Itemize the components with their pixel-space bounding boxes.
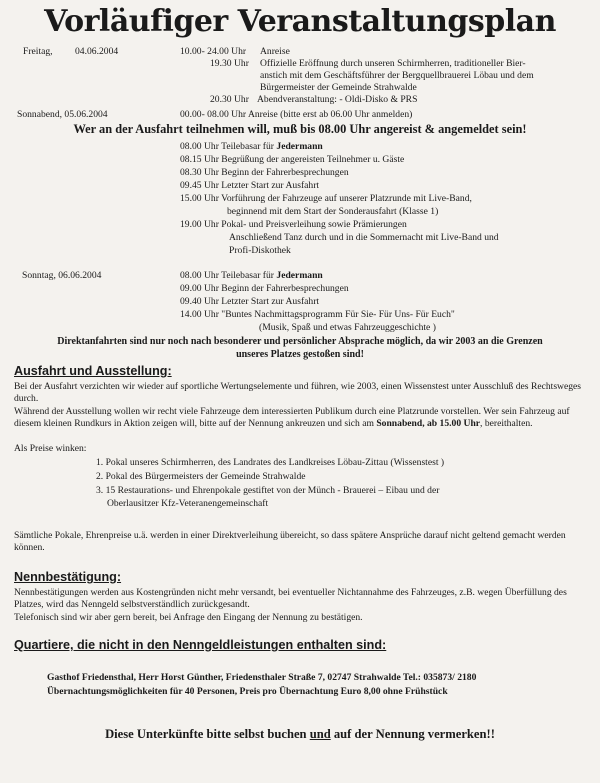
saturday-item-cont: Anschließend Tanz durch und in die Sommernacht mit Live-Band und	[229, 232, 499, 243]
notice-line-1: Direktanfahrten sind nur noch nach besonderer und persönlicher Absprache möglich, da wir 2003 an die Grenzen	[57, 336, 543, 347]
page-title: Vorläufiger Veranstaltungsplan	[44, 4, 556, 39]
footer-note: Diese Unterkünfte bitte selbst buchen und auf der Nennung vermerken!!	[105, 727, 495, 741]
saturday-item-cont: beginnend mit dem Start der Sonderausfahrt (Klasse 1)	[227, 206, 439, 217]
sunday-item-cont: (Musik, Spaß und etwas Fahrzeuggeschichte )	[259, 322, 436, 333]
saturday-item-cont: Profi-Diskothek	[229, 245, 291, 256]
friday-date: 04.06.2004	[75, 46, 119, 57]
saturday-item: 19.00 Uhr Pokal- und Preisverleihung sowie Prämierungen	[180, 219, 407, 230]
section-heading-ausfahrt: Ausfahrt und Ausstellung:	[14, 364, 172, 378]
notice-line-2: unseres Platzes gestoßen sind!	[236, 349, 364, 360]
sunday-item: 09.00 Uhr Beginn der Fahrerbesprechungen	[180, 283, 349, 294]
friday-day: Freitag,	[23, 46, 53, 57]
prize-item: 2. Pokal des Bürgermeisters der Gemeinde Strahwalde	[96, 471, 306, 482]
quartier-line-2: Übernachtungsmöglichkeiten für 40 Personen, Preis pro Übernachtung Euro 8,00 ohne Frühstück	[47, 686, 448, 697]
friday-text-3: Abendveranstaltung: - Oldi-Disko & PRS	[257, 94, 418, 105]
sunday-item: 09.40 Uhr Letzter Start zur Ausfahrt	[180, 296, 320, 307]
prize-item-cont: Oberlausitzer Kfz-Veteranengemeinschaft	[107, 498, 269, 509]
saturday-item: 08.00 Uhr Teilebasar für Jedermann	[180, 141, 323, 152]
ausfahrt-paragraph-2: Während der Ausstellung wollen wir recht viele Fahrzeuge dem interessierten Publikum durch eine Platzrunde vorstellen. Wer sein Fahrzeug auf diesem kleinen Rundkurs in Aktion zeigen will, bitte auf der Nennung ankreuzen und sich am Sonnabend, ab 15.00 Uhr, bereithalten.	[14, 406, 570, 429]
friday-time-2: 19.30 Uhr	[210, 58, 249, 69]
saturday-banner: Wer an der Ausfahrt teilnehmen will, muß bis 08.00 Uhr angereist & angemeldet sein!	[73, 122, 527, 136]
sunday-daydate: Sonntag, 06.06.2004	[22, 270, 102, 281]
quartier-line-1: Gasthof Friedensthal, Herr Horst Günther, Friedensthaler Straße 7, 02747 Strahwalde Tel.: 035873/ 2180	[47, 672, 477, 683]
sunday-item: 08.00 Uhr Teilebasar für Jedermann	[180, 270, 323, 281]
friday-text-2b: anstich mit dem Geschäftsführer der Bergquellbrauerei Löbau und dem	[260, 70, 534, 81]
saturday-daydate: Sonnabend, 05.06.2004	[17, 109, 108, 120]
prize-item: 3. 15 Restaurations- und Ehrenpokale gestiftet von der Münch - Brauerei – Eibau und der	[96, 485, 440, 496]
saturday-arrival: 00.00- 08.00 Uhr Anreise (bitte erst ab 06.00 Uhr anmelden)	[180, 109, 413, 120]
sunday-item: 14.00 Uhr "Buntes Nachmittagsprogramm Für Sie- Für Uns- Für Euch"	[180, 309, 455, 320]
prize-item: 1. Pokal unseres Schirmherren, des Landrates des Landkreises Löbau-Zittau (Wissenstest )	[96, 457, 445, 468]
friday-time-3: 20.30 Uhr	[210, 94, 249, 105]
friday-text-2: Offizielle Eröffnung durch unseren Schirmherren, traditioneller Bier-	[260, 58, 526, 69]
nenn-paragraph-1: Nennbestätigungen werden aus Kostengründen nicht mehr versandt, bei eventueller Nichtannahme des Fahrzeuges, z.B. wegen Überfüllung des Platzes, wird das Nenngeld selbstverständlich zurückgesandt.	[14, 587, 567, 610]
nenn-paragraph-2: Telefonisch sind wir aber gern bereit, bei Anfrage den Eingang der Nennung zu bestätigen.	[14, 612, 363, 623]
saturday-item: 09.45 Uhr Letzter Start zur Ausfahrt	[180, 180, 320, 191]
saturday-item: 08.15 Uhr Begrüßung der angereisten Teilnehmer u. Gäste	[180, 154, 405, 165]
friday-time-1: 10.00- 24.00 Uhr	[180, 46, 247, 57]
ausfahrt-paragraph-1: Bei der Ausfahrt verzichten wir wieder auf sportliche Wertungselemente und führen, wie 2003, einen Wissenstest unter Ausschluß des Rechtsweges durch.	[14, 381, 582, 404]
friday-text-2c: Bürgermeister der Gemeinde Strahwalde	[260, 82, 417, 93]
ausfahrt-paragraph-3: Sämtliche Pokale, Ehrenpreise u.ä. werden in einer Direktverleihung übereicht, so dass spätere Ansprüche darauf nicht geltend gemacht werden können.	[14, 530, 566, 553]
saturday-item: 08.30 Uhr Beginn der Fahrerbesprechungen	[180, 167, 349, 178]
section-heading-nennbestaetigung: Nennbestätigung:	[14, 570, 122, 584]
preise-label: Als Preise winken:	[14, 443, 87, 454]
saturday-item: 15.00 Uhr Vorführung der Fahrzeuge auf unserer Platzrunde mit Live-Band,	[180, 193, 472, 204]
friday-text-1: Anreise	[260, 46, 290, 57]
section-heading-quartiere: Quartiere, die nicht in den Nenngeldleistungen enthalten sind:	[14, 638, 387, 652]
